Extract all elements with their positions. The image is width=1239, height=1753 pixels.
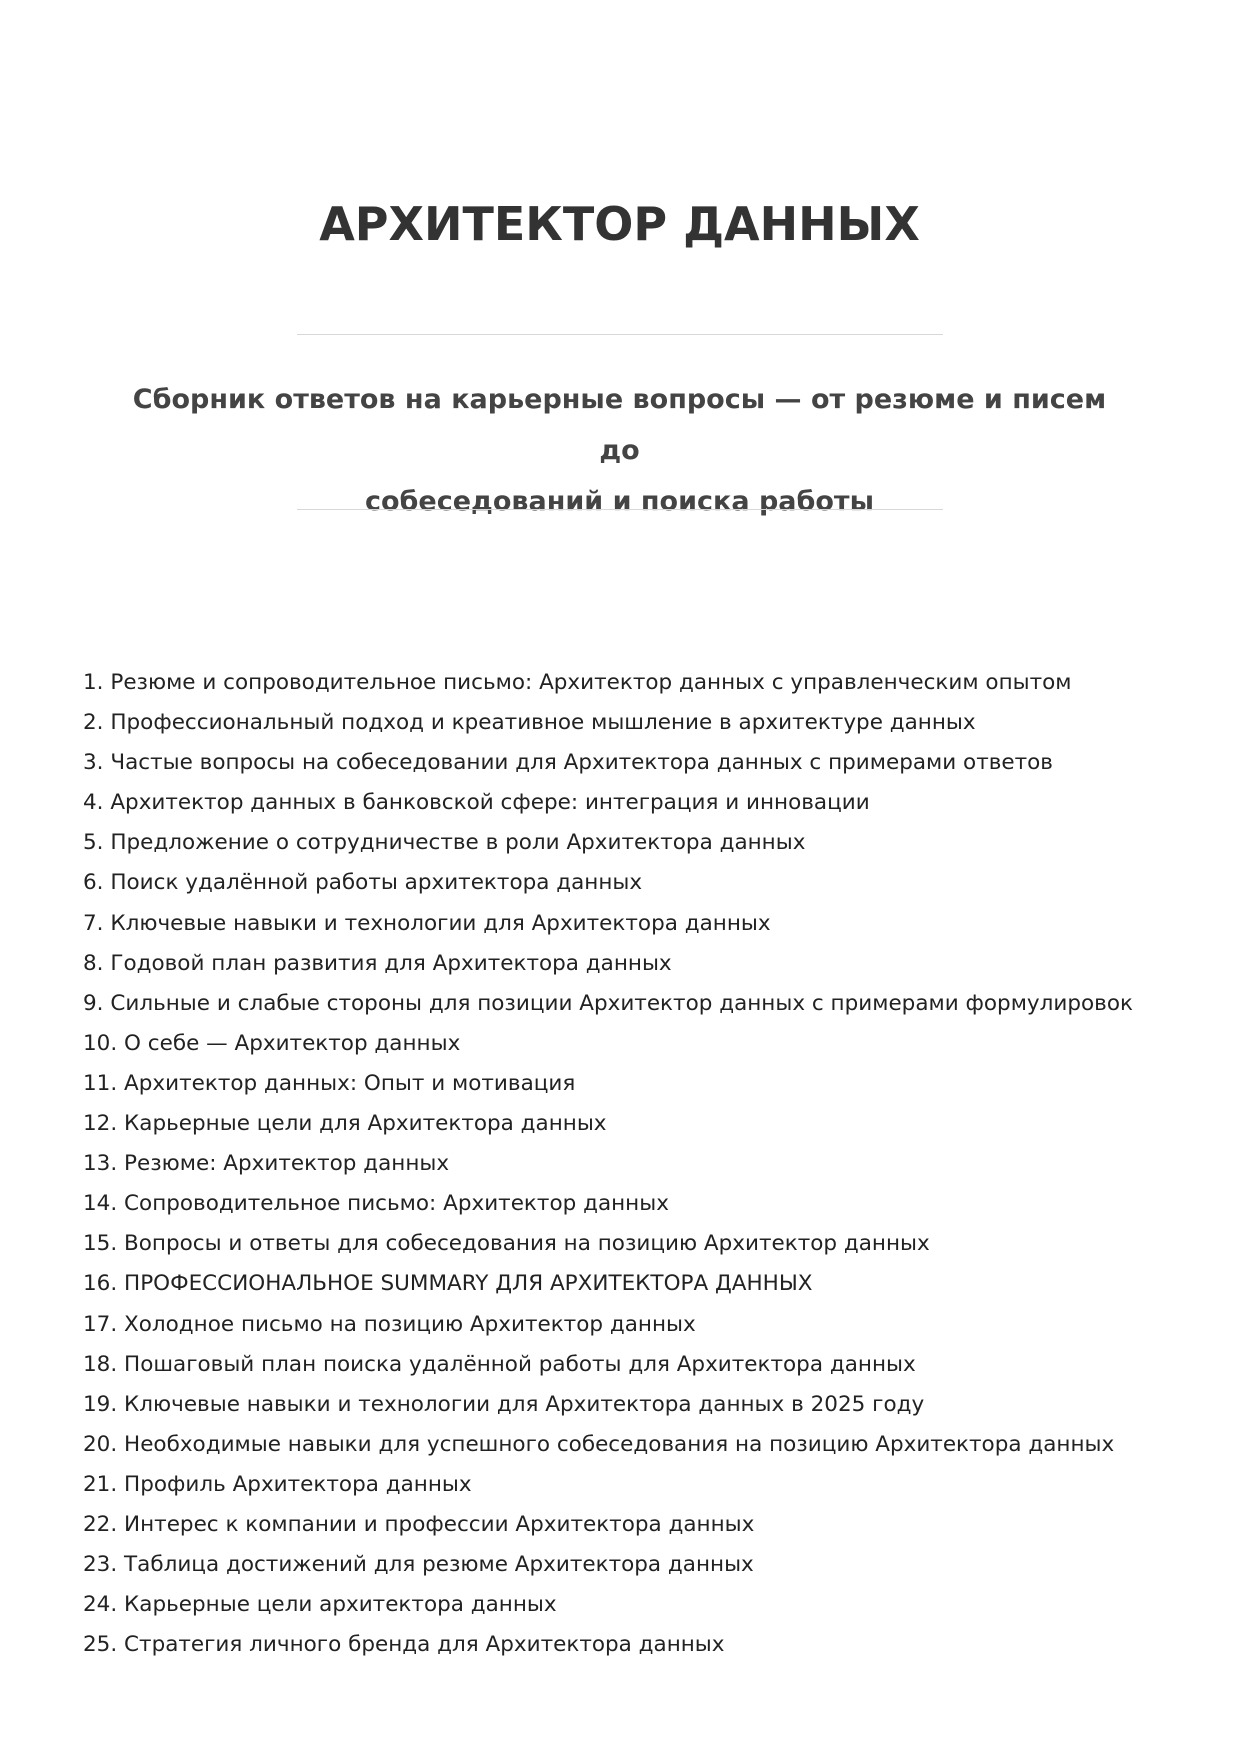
toc-item: 12. Карьерные цели для Архитектора данных [83, 1111, 607, 1137]
toc-item: 9. Сильные и слабые стороны для позиции Архитектор данных с примерами формулировок [83, 990, 1133, 1016]
toc-item: 1. Резюме и сопроводительное письмо: Архитектор данных с управленческим опытом [83, 670, 1072, 695]
toc-item: 11. Архитектор данных: Опыт и мотивация [83, 1070, 576, 1096]
toc-item: 7. Ключевые навыки и технологии для Архитектора данных [83, 910, 771, 936]
toc-item: 3. Частые вопросы на собеседовании для Архитектора данных с примерами ответов [83, 750, 1053, 776]
toc-item: 18. Пошаговый план поиска удалённой работы для Архитектора данных [83, 1351, 916, 1377]
toc-item: 10. О себе — Архитектор данных [83, 1030, 461, 1056]
toc-item: 8. Годовой план развития для Архитектора данных [83, 950, 672, 976]
toc-item: 15. Вопросы и ответы для собеседования на позицию Архитектор данных [83, 1231, 930, 1257]
toc-item: 20. Необходимые навыки для успешного собеседования на позицию Архитектора данных [83, 1431, 1115, 1457]
table-of-contents [83, 663, 1193, 1665]
subtitle-line-1: Сборник ответов на карьерные вопросы — от резюме и писем до [132, 384, 1107, 466]
document-title: АРХИТЕКТОР ДАННЫХ [319, 197, 920, 251]
divider-bottom [297, 509, 943, 510]
toc-item: 23. Таблица достижений для резюме Архитектора данных [83, 1552, 754, 1578]
toc-item: 25. Стратегия личного бренда для Архитектора данных [83, 1632, 725, 1658]
toc-item: 24. Карьерные цели архитектора данных [83, 1592, 557, 1618]
toc-item: 17. Холодное письмо на позицию Архитектор данных [83, 1311, 696, 1337]
toc-item: 21. Профиль Архитектора данных [83, 1471, 472, 1497]
toc-item: 14. Сопроводительное письмо: Архитектор данных [83, 1191, 669, 1217]
toc-item: 2. Профессиональный подход и креативное мышление в архитектуре данных [83, 710, 976, 736]
document-subtitle [110, 374, 1129, 527]
toc-item: 16. ПРОФЕССИОНАЛЬНОЕ SUMMARY ДЛЯ АРХИТЕКТОРА ДАННЫХ [83, 1271, 813, 1297]
toc-item: 6. Поиск удалённой работы архитектора данных [83, 870, 643, 896]
divider-top [297, 334, 943, 335]
toc-item: 13. Резюме: Архитектор данных [83, 1151, 450, 1177]
toc-item: 5. Предложение о сотрудничестве в роли Архитектора данных [83, 830, 806, 856]
subtitle-line-2: собеседований и поиска работы [365, 486, 874, 517]
toc-item: 4. Архитектор данных в банковской сфере: интеграция и инновации [83, 790, 870, 816]
toc-item: 19. Ключевые навыки и технологии для Архитектора данных в 2025 году [83, 1391, 925, 1417]
toc-item: 22. Интерес к компании и профессии Архитектора данных [83, 1511, 755, 1537]
